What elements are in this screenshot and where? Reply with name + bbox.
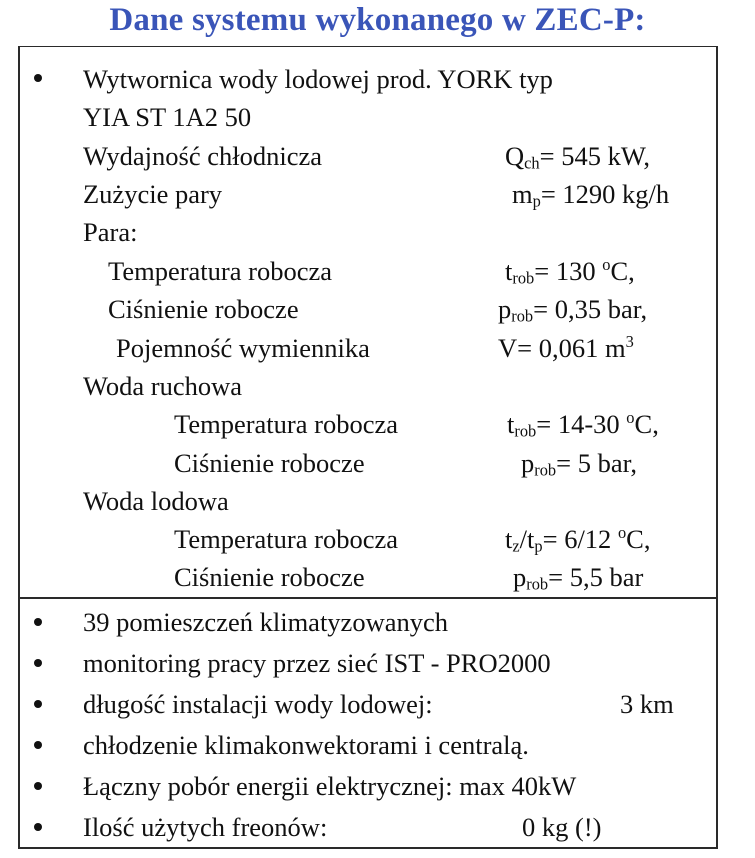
page-title: Dane systemu wykonanego w ZEC-P: [109,2,646,38]
ice-temp-label: Temperatura robocza [174,524,398,554]
ice-temp-value: $t_z/t_p= 6/12$ $^o$C, [505,523,651,556]
drive-temp-value: $t_{rob}= 14-30$ $^o$C, [507,408,659,441]
chiller-description-line2: YIA ST 1A2 50 [83,102,252,132]
drive-temp-label: Temperatura robocza [174,409,398,439]
steam-use-label: Zużycie pary [83,179,223,209]
steam-temp-value: $t_{rob}= 130$ $^o$C, [505,255,635,288]
steam-heading: Para: [83,217,138,247]
installation-length-value: 3 km [620,689,674,719]
bullet-icon [34,741,42,749]
steam-use-value: $m_p= 1290$ kg/h [512,179,670,211]
cooling-item: chłodzenie klimakonwektorami i centralą. [83,730,529,760]
steam-temp-label: Temperatura robocza [108,256,332,286]
bullet-icon [34,782,42,790]
bullet-icon [34,700,42,708]
freon-label: Ilość użytych freonów: [83,812,328,842]
energy-item: Łączny pobór energii elektrycznej: max 40kW [83,771,577,801]
bullet-icon [34,618,42,626]
ice-press-value: $p_{rob}= 5,5$ bar [513,562,644,594]
bullet-icon [34,823,42,831]
drive-press-value: $p_{rob}= 5$ bar, [521,448,637,480]
exchanger-value: V= 0,061 $m^3$ [498,332,634,363]
chiller-description-line1: Wytwornica wody lodowej prod. YORK typ [83,64,553,94]
capacity-value: $Q_{ch}= 545$ kW, [505,141,651,173]
drive-water-heading: Woda ruchowa [83,371,243,401]
steam-press-value: $p_{rob}= 0,35$ bar, [498,294,648,326]
capacity-label: Wydajność chłodnicza [83,141,323,171]
bullet-icon [34,74,42,82]
bullet-icon [34,659,42,667]
exchanger-label: Pojemność wymiennika [116,333,370,363]
installation-length-label: długość instalacji wody lodowej: [83,689,433,719]
drive-press-label: Ciśnienie robocze [174,448,365,478]
steam-press-label: Ciśnienie robocze [108,294,299,324]
freon-value: 0 kg (!) [522,812,602,842]
ice-water-heading: Woda lodowa [83,486,229,516]
monitoring-item: monitoring pracy przez sieć IST - PRO2000 [83,648,551,678]
ice-press-label: Ciśnienie robocze [174,562,365,592]
rooms-item: 39 pomieszczeń klimatyzowanych [83,607,448,637]
section-divider [20,597,716,599]
